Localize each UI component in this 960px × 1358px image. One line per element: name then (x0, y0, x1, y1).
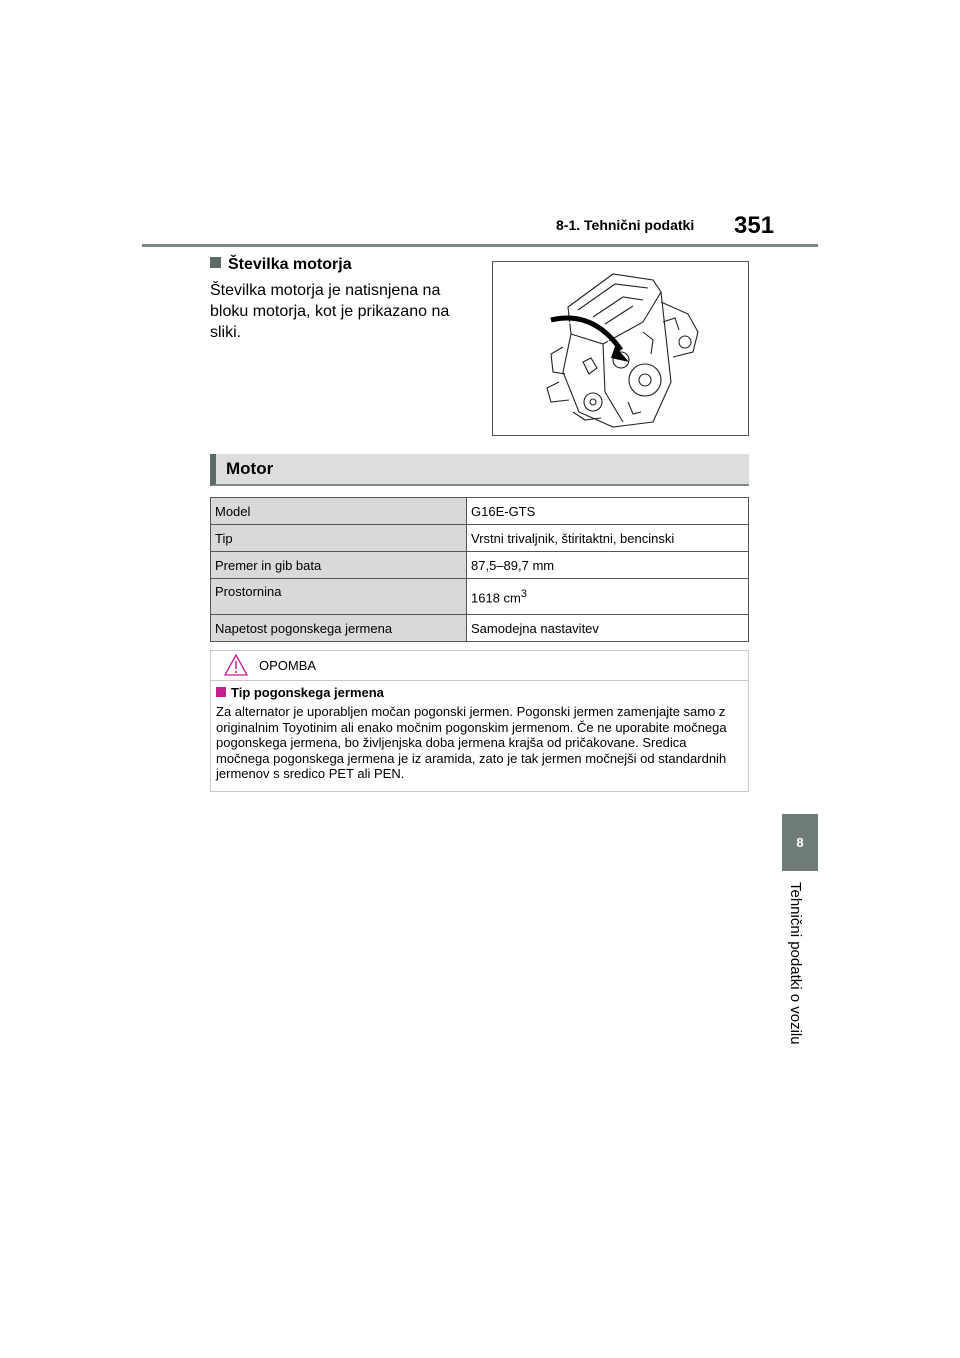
note-subheading (216, 685, 384, 700)
warning-triangle-icon (224, 654, 248, 681)
spec-label: Premer in gib bata (211, 552, 467, 579)
spec-value: Vrstni trivaljnik, štiritaktni, bencinski (467, 525, 749, 552)
spec-value-cell (467, 579, 749, 615)
engine-figure (492, 261, 749, 436)
table-row (211, 579, 749, 615)
spec-label: Model (211, 498, 467, 525)
page-number: 351 (734, 212, 775, 239)
engine-illustration (493, 262, 748, 435)
bullet-square-icon (216, 687, 226, 697)
note-header (211, 651, 748, 681)
spec-value: 87,5–89,7 mm (467, 552, 749, 579)
motor-section-banner (210, 454, 749, 486)
table-row (211, 498, 749, 525)
engine-spec-table (210, 497, 749, 642)
table-row (211, 615, 749, 642)
chapter-title: Tehnični podatki o vozilu (787, 882, 804, 1045)
spec-value: Samodejna nastavitev (467, 615, 749, 642)
section-title: 8-1. Tehnični podatki (556, 217, 695, 233)
note-box (210, 650, 749, 792)
chapter-tab: 8 (782, 814, 818, 871)
spec-label: Tip (211, 525, 467, 552)
spec-label: Napetost pogonskega jermena (211, 615, 467, 642)
note-label: OPOMBA (259, 658, 317, 673)
spec-value: G16E-GTS (467, 498, 749, 525)
table-row (211, 552, 749, 579)
engine-number-heading (210, 256, 352, 274)
note-subheading-text: Tip pogonskega jermena (231, 685, 384, 700)
note-body: Za alternator je uporabljen močan pogonski jermen. Pogonski jermen zamenjajte samo z originalnim Toyotinim ali enako močnim pogonskim jermenom. Če ne uporabite močnega pogonskega jermena, bo življenjska doba jermena krajša od pričakovane. Sredica močnega pogonskega jermena je iz aramida, zato je tak jermen močnejši od standardnih jermenov s sredico PET ali PEN. (216, 704, 727, 781)
engine-number-text: Številka motorja je natisnjena na bloku motorja, kot je prikazano na sliki. (210, 282, 450, 341)
bullet-square-icon (210, 257, 221, 268)
spec-label: Prostornina (211, 579, 467, 615)
engine-number-heading-text: Številka motorja (228, 256, 352, 273)
spec-value: 1618 cm (471, 590, 521, 606)
table-row (211, 525, 749, 552)
spec-value-superscript: 3 (520, 587, 527, 600)
header-rule (142, 244, 818, 247)
motor-title: Motor (226, 459, 274, 478)
